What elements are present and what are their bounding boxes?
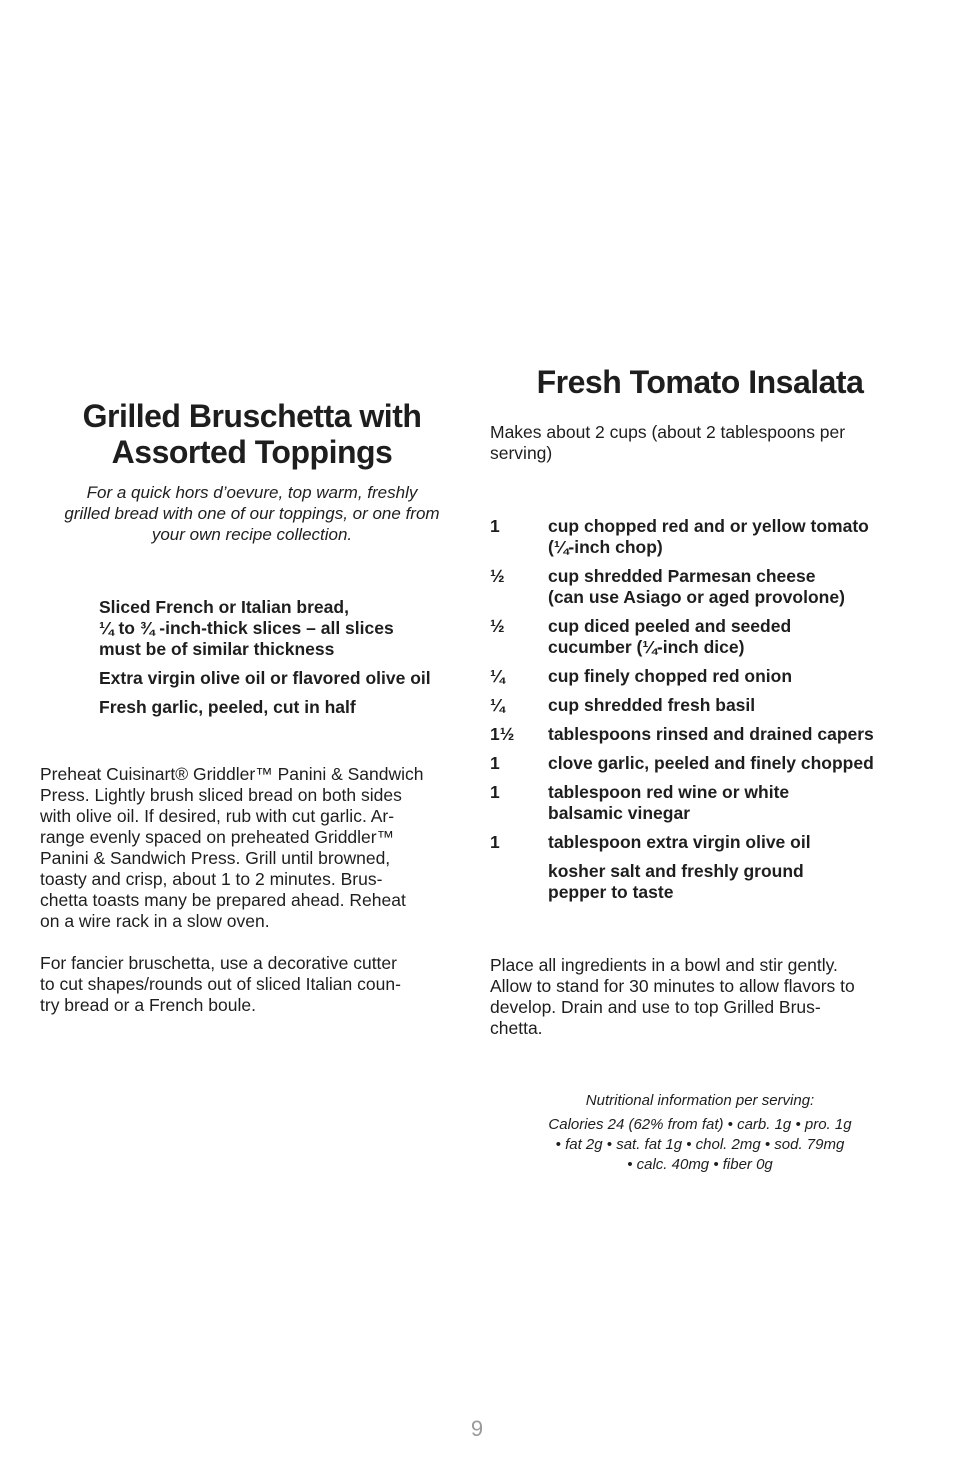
ingredient-row <box>490 782 910 824</box>
ingredient-row <box>490 566 910 608</box>
ingredient-qty: ¼ <box>490 695 505 715</box>
nutrition-info <box>490 1091 910 1175</box>
ingredient-line: cucumber (¼-inch dice) <box>548 637 745 657</box>
ingredient-desc <box>548 566 845 608</box>
intro-line: For a quick hors d’oevure, top warm, freshly <box>86 483 418 502</box>
ingredient-line: ¼ to ¾ -inch-thick slices – all slices <box>99 618 394 638</box>
ingredient-line: balsamic vinegar <box>548 803 691 823</box>
ingredient-qty: 1 <box>490 516 500 536</box>
ingredient-line: cup diced peeled and seeded <box>548 616 792 636</box>
insalata-yield <box>490 422 910 464</box>
bruschetta-method <box>40 764 464 932</box>
ingredient-line: cup chopped red and or yellow tomato <box>548 516 869 536</box>
tip-line: For fancier bruschetta, use a decorative cutter <box>40 953 397 973</box>
bruschetta-ingredients <box>40 597 464 718</box>
ingredient-row <box>490 616 910 658</box>
ingredient-line: Fresh garlic, peeled, cut in half <box>99 697 356 717</box>
ingredient-line: tablespoon red wine or white <box>548 782 790 802</box>
method-line: range evenly spaced on preheated Griddler™ <box>40 827 395 847</box>
ingredient-line: kosher salt and freshly ground <box>548 861 804 881</box>
ingredient-qty: 1 <box>490 753 500 773</box>
insalata-ingredients <box>490 516 910 903</box>
ingredient-line: pepper to taste <box>548 882 674 902</box>
ingredient-qty: ½ <box>490 616 505 636</box>
method-line: Press. Lightly brush sliced bread on both sides <box>40 785 402 805</box>
insalata-title: Fresh Tomato Insalata <box>536 364 864 400</box>
ingredient-item <box>99 697 464 718</box>
ingredient-desc <box>548 616 791 658</box>
ingredient-row <box>490 861 910 903</box>
ingredient-desc <box>548 782 789 824</box>
bruschetta-recipe <box>40 398 464 1016</box>
method-line: on a wire rack in a slow oven. <box>40 911 270 931</box>
ingredient-line: cup shredded fresh basil <box>548 695 756 715</box>
ingredient-line: clove garlic, peeled and finely chopped <box>548 753 874 773</box>
ingredient-line: (can use Asiago or aged provolone) <box>548 587 845 607</box>
title-line: Grilled Bruschetta with <box>82 398 422 434</box>
instruction-line: chetta. <box>490 1018 543 1038</box>
nutrition-line: • calc. 40mg • fiber 0g <box>627 1156 773 1173</box>
nutrition-heading: Nutritional information per serving: <box>585 1092 815 1109</box>
ingredient-desc <box>548 753 874 774</box>
ingredient-desc <box>548 861 804 903</box>
ingredient-qty: 1½ <box>490 724 515 744</box>
ingredient-line: tablespoon extra virgin olive oil <box>548 832 811 852</box>
ingredient-desc <box>548 516 869 558</box>
ingredient-qty: ½ <box>490 566 505 586</box>
intro-line: your own recipe collection. <box>151 525 353 544</box>
page-number: 9 <box>470 1416 484 1441</box>
ingredient-desc <box>548 832 811 853</box>
insalata-recipe <box>490 364 910 1175</box>
method-line: Preheat Cuisinart® Griddler™ Panini & Sandwich <box>40 764 424 784</box>
bruschetta-title <box>40 398 464 470</box>
ingredient-row <box>490 832 910 853</box>
ingredient-desc <box>548 724 874 745</box>
ingredient-line: must be of similar thickness <box>99 639 335 659</box>
ingredient-desc <box>548 666 792 687</box>
ingredient-line: cup finely chopped red onion <box>548 666 793 686</box>
yield-line: Makes about 2 cups (about 2 tablespoons per <box>490 422 846 442</box>
method-line: toasty and crisp, about 1 to 2 minutes. Brus- <box>40 869 383 889</box>
ingredient-line: Sliced French or Italian bread, <box>99 597 349 617</box>
bruschetta-intro <box>40 482 464 545</box>
ingredient-qty: 1 <box>490 832 500 852</box>
ingredient-row <box>490 695 910 716</box>
nutrition-line: Calories 24 (62% from fat) • carb. 1g • pro. 1g <box>548 1116 852 1133</box>
method-line: chetta toasts many be prepared ahead. Reheat <box>40 890 406 910</box>
instruction-line: Allow to stand for 30 minutes to allow flavors to <box>490 976 855 996</box>
tip-line: try bread or a French boule. <box>40 995 256 1015</box>
ingredient-item <box>99 597 464 660</box>
ingredient-line: Extra virgin olive oil or flavored olive oil <box>99 668 431 688</box>
ingredient-qty <box>490 861 548 903</box>
ingredient-row <box>490 516 910 558</box>
intro-line: grilled bread with one of our toppings, or one from <box>64 504 440 523</box>
method-line: with olive oil. If desired, rub with cut garlic. Ar- <box>40 806 395 826</box>
ingredient-row <box>490 724 910 745</box>
nutrition-line: • fat 2g • sat. fat 1g • chol. 2mg • sod. 79mg <box>555 1136 845 1153</box>
ingredient-qty: ¼ <box>490 666 505 686</box>
instruction-line: Place all ingredients in a bowl and stir gently. <box>490 955 838 975</box>
method-line: Panini & Sandwich Press. Grill until browned, <box>40 848 391 868</box>
ingredient-line: tablespoons rinsed and drained capers <box>548 724 874 744</box>
ingredient-qty: 1 <box>490 782 500 802</box>
ingredient-row <box>490 753 910 774</box>
yield-line: serving) <box>490 443 553 463</box>
ingredient-desc <box>548 695 755 716</box>
tip-line: to cut shapes/rounds out of sliced Italian coun- <box>40 974 401 994</box>
bruschetta-fancier-tip <box>40 953 464 1016</box>
ingredient-line: cup shredded Parmesan cheese <box>548 566 816 586</box>
insalata-instructions <box>490 955 910 1039</box>
ingredient-row <box>490 666 910 687</box>
ingredient-line: (¼-inch chop) <box>548 537 663 557</box>
instruction-line: develop. Drain and use to top Grilled Brus- <box>490 997 821 1017</box>
ingredient-item <box>99 668 464 689</box>
title-line: Assorted Toppings <box>111 434 393 470</box>
